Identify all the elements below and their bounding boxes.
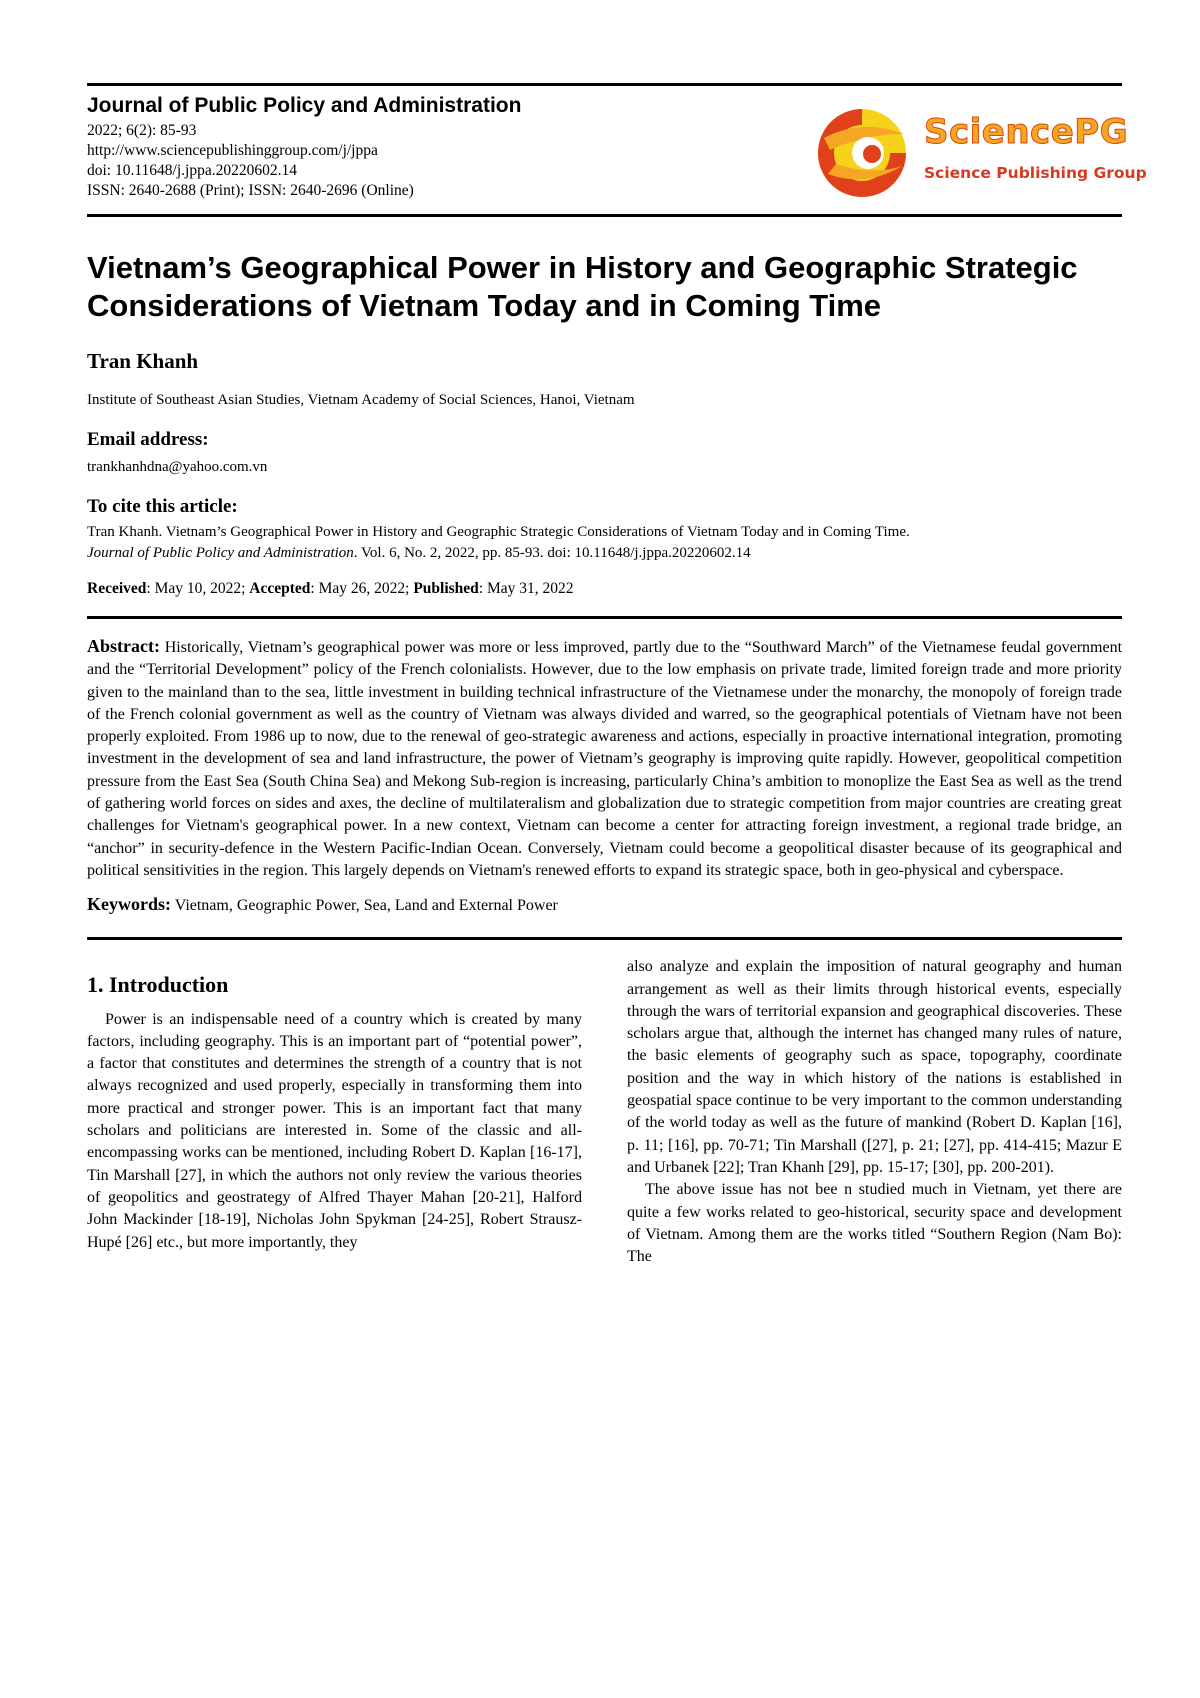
sciencepg-swirl-icon <box>812 104 916 202</box>
journal-issn: ISSN: 2640-2688 (Print); ISSN: 2640-2696 (Online) <box>87 182 414 199</box>
received-label: Received <box>87 580 147 597</box>
logo-title: SciencePG <box>924 112 1129 152</box>
abstract <box>87 635 1122 882</box>
email-address[interactable]: trankhanhdna@yahoo.com.vn <box>87 459 268 475</box>
logo-subtitle: Science Publishing Group <box>924 164 1147 182</box>
citation <box>87 522 1122 564</box>
author-name: Tran Khanh <box>87 349 199 373</box>
citation-journal-line <box>87 543 1122 564</box>
abstract-top-rule <box>87 616 1122 619</box>
paragraph: also analyze and explain the imposition of natural geography and human arrangement as well as their limits through historical events, especially through the wars of territorial expansion and geographical discoveries. These scholars argue that, although the internet has changed many rules of nature, the basic elements of geography such as space, topography, coordinate position and the way in which history of the nations is established in geospatial space continue to be very important to the common understanding of the world today as well as the future of mankind (Robert D. Kaplan [16], p. 11; [16], pp. 70-71; Tin Marshall ([27], p. 21; [27], pp. 414-415; Mazur E and Urbanek [22]; Tran Khanh [29], pp. 15-17; [30], pp. 200-201). <box>627 958 1122 1176</box>
journal-doi: doi: 10.11648/j.jppa.20220602.14 <box>87 162 297 179</box>
body-columns <box>87 956 1122 1268</box>
paragraph: The above issue has not bee n studied much in Vietnam, yet there are quite a few works related to geo-historical, security space and development of Vietnam. Among them are the works titled “Southern Region (Nam Bo): The <box>627 1181 1122 1266</box>
published-date: : May 31, 2022 <box>478 580 574 597</box>
email-heading: Email address: <box>87 429 209 450</box>
keywords-text: Vietnam, Geographic Power, Sea, Land and External Power <box>174 897 558 915</box>
accepted-label: Accepted <box>249 580 311 597</box>
citation-details: . Vol. 6, No. 2, 2022, pp. 85-93. doi: 10.11648/j.jppa.20220602.14 <box>353 545 751 561</box>
right-column <box>627 956 1122 1268</box>
citation-line: Tran Khanh. Vietnam’s Geographical Power in History and Geographic Strategic Considerations of Vietnam Today and in Coming Time. <box>87 524 910 540</box>
header-rule <box>87 214 1122 217</box>
volume-pages: 2022; 6(2): 85-93 <box>87 122 197 139</box>
keywords-label: Keywords: <box>87 894 171 915</box>
abstract-text: Historically, Vietnam’s geographical power was more or less improved, partly due to the “Southward March” of the Vietnamese feudal government and the “Territorial Development” policy of the French colonialists. However, due to the low emphasis on private trade, limited foreign trade and more priority given to the mainland than to the sea, little investment in building technical infrastructure of the Vietnamese under the monarchy, the monopoly of foreign trade of the French colonial government as well as the country of Vietnam was always divided and warred, so the geographical potentials of Vietnam have not been properly exploited. From 1986 up to now, due to the renewal of geo-strategic awareness and actions, especially in proactive international integration, promoting investment in the development of sea and land infrastructure, the power of Vietnam’s geography is improving quite rapidly. However, geopolitical competition pressure from the East Sea (South China Sea) and Mekong Sub-region is increasing, particularly China’s ambition to monoplize the East Sea as well as the trend of gathering world forces on sides and axes, the decline of multilateralism and globalization due to strategic competition from major countries are creating great challenges for Vietnam's geographical power. In a new context, Vietnam can become a center for attracting foreign investment, a regional trade bridge, an “anchor” in security-defence in the Western Pacific-Indian Ocean. Conversely, Vietnam could become a geopolitical disaster because of its geographical and political sensitivities in the region. This largely depends on Vietnam's renewed efforts to expand its strategic space, both in geo-physical and cyberspace. <box>87 639 1123 879</box>
section-heading: 1. Introduction <box>87 972 229 998</box>
sciencepg-logo <box>812 104 1147 202</box>
journal-url[interactable]: http://www.sciencepublishinggroup.com/j/jppa <box>87 142 378 159</box>
received-date: : May 10, 2022; <box>146 580 250 597</box>
left-column <box>87 956 582 1268</box>
published-label: Published <box>413 580 479 597</box>
paragraph: Power is an indispensable need of a country which is created by many factors, including geography. This is an important part of “potential power”, a factor that constitutes and determines the strength of a country that is not always recognized and used properly, especially in transforming them into more practical and stronger power. This is an important fact that many scholars and politicians are interested in. Some of the classic and all-encompassing works can be mentioned, including Robert D. Kaplan [16-17], Tin Marshall [27], in which the authors not only review the various theories of geopolitics and geostrategy of Alfred Thayer Mahan [20-21], Halford John Mackinder [18-19], Nicholas John Spykman [24-25], Robert Strausz-Hupé [26] etc., but more importantly, they <box>87 1010 582 1251</box>
keywords <box>87 894 1122 915</box>
abstract-label: Abstract: <box>87 636 160 656</box>
accepted-date: : May 26, 2022; <box>310 580 414 597</box>
affiliation: Institute of Southeast Asian Studies, Vietnam Academy of Social Sciences, Hanoi, Vietnam <box>87 392 635 408</box>
abstract-bottom-rule <box>87 937 1122 940</box>
publication-dates <box>87 580 1122 598</box>
citation-journal: Journal of Public Policy and Administration <box>87 545 354 561</box>
journal-name: Journal of Public Policy and Administration <box>87 94 522 117</box>
cite-heading: To cite this article: <box>87 496 238 517</box>
page <box>87 83 1147 1268</box>
journal-header <box>87 86 1147 214</box>
article-title: Vietnam’s Geographical Power in History and Geographic Strategic Considerations of Vietnam Today and in Coming Time <box>87 250 1078 323</box>
